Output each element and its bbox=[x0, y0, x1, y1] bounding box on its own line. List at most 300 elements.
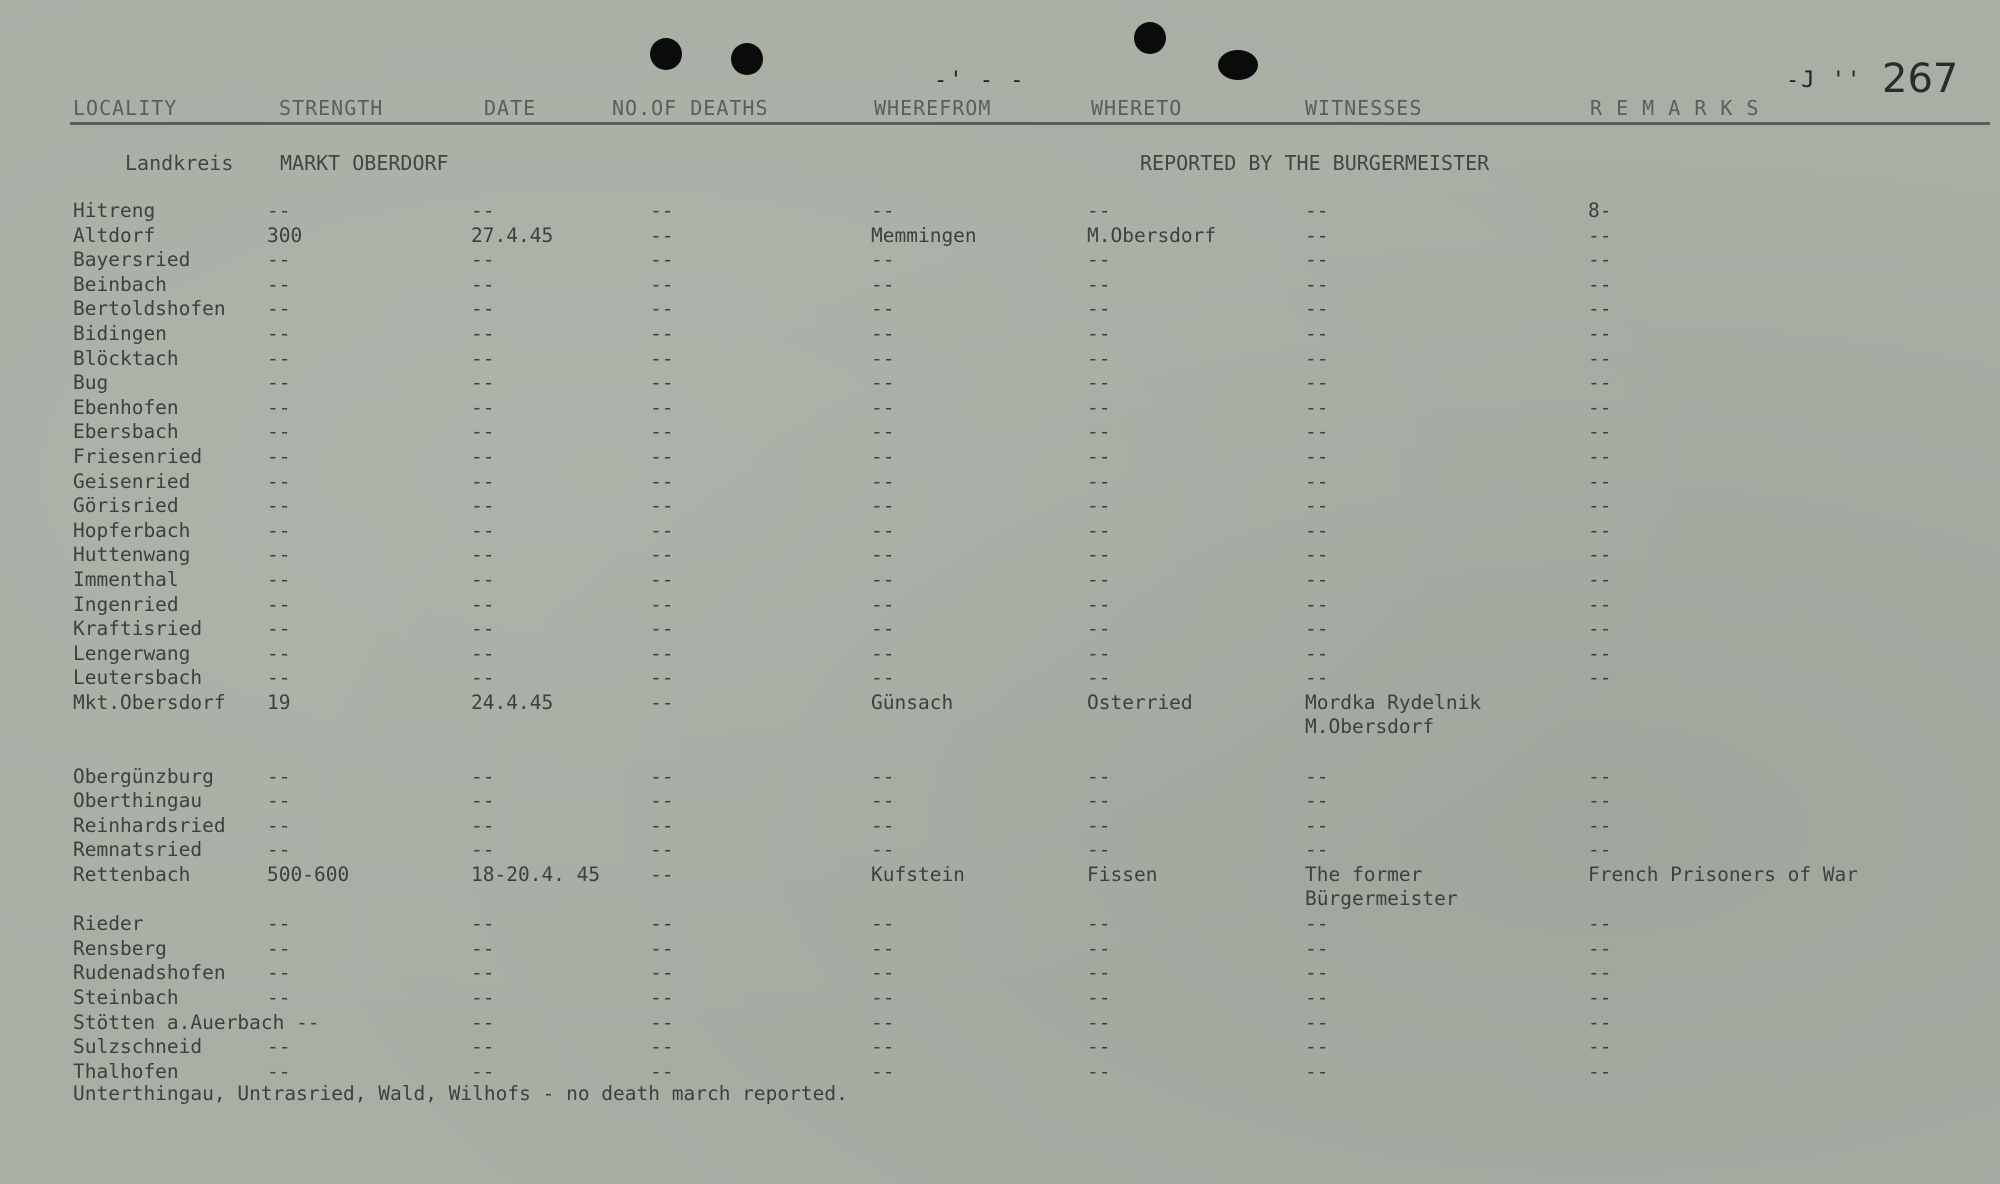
deaths-cell: -- bbox=[650, 297, 674, 321]
pen-mark-left: -J '' bbox=[1786, 68, 1863, 93]
table-row bbox=[0, 863, 2000, 912]
table-row bbox=[0, 371, 2000, 396]
strength-cell: -- bbox=[267, 961, 291, 985]
wherefrom-cell: -- bbox=[871, 494, 895, 518]
witnesses-cell: The former Bürgermeister bbox=[1305, 863, 1458, 911]
wherefrom-cell: Günsach bbox=[871, 690, 954, 714]
whereto-cell: M.Obersdorf bbox=[1087, 223, 1217, 247]
deaths-cell: -- bbox=[650, 469, 674, 493]
table-row bbox=[0, 420, 2000, 445]
date-cell: -- bbox=[471, 321, 495, 345]
wherefrom-cell: -- bbox=[871, 395, 895, 419]
locality-cell: Geisenried bbox=[73, 469, 191, 493]
wherefrom-cell: -- bbox=[871, 420, 895, 444]
locality-cell: Rieder bbox=[73, 912, 144, 936]
locality-cell: Steinbach bbox=[73, 986, 179, 1009]
wherefrom-cell: -- bbox=[871, 936, 895, 960]
table-row bbox=[0, 912, 2000, 937]
table-row bbox=[0, 1060, 2000, 1085]
strength-cell: -- bbox=[267, 321, 291, 345]
date-cell: 27.4.45 bbox=[471, 223, 554, 247]
remarks-cell: -- bbox=[1588, 543, 1612, 567]
remarks-cell: -- bbox=[1588, 297, 1612, 321]
deaths-cell: -- bbox=[650, 838, 674, 862]
header-whereto: WHERETO bbox=[1091, 96, 1183, 120]
strength-cell: -- bbox=[267, 813, 291, 837]
deaths-cell: -- bbox=[650, 567, 674, 591]
strength-cell: -- bbox=[267, 936, 291, 960]
remarks-cell: -- bbox=[1588, 1010, 1612, 1034]
remarks-cell: -- bbox=[1588, 764, 1612, 788]
remarks-cell: -- bbox=[1588, 272, 1612, 296]
witnesses-cell: Mordka Rydelnik M.Obersdorf bbox=[1305, 690, 1482, 738]
wherefrom-cell: -- bbox=[871, 592, 895, 616]
date-cell: -- bbox=[471, 494, 495, 518]
remarks-cell: -- bbox=[1588, 789, 1612, 813]
strength-cell: -- bbox=[267, 469, 291, 493]
locality-cell: Bidingen bbox=[73, 321, 167, 345]
table-row bbox=[0, 937, 2000, 962]
wherefrom-cell: -- bbox=[871, 1059, 895, 1083]
deaths-cell: -- bbox=[650, 494, 674, 518]
strength-cell: -- bbox=[267, 764, 291, 788]
table-row bbox=[0, 470, 2000, 495]
locality-cell: Beinbach bbox=[73, 272, 167, 296]
locality-cell: Kraftisried bbox=[73, 617, 203, 641]
card-number: 267 bbox=[1882, 56, 1959, 102]
remarks-cell: -- bbox=[1588, 248, 1612, 272]
witnesses-cell: -- bbox=[1305, 1010, 1329, 1034]
wherefrom-cell: Kufstein bbox=[871, 863, 965, 887]
whereto-cell: -- bbox=[1087, 518, 1111, 542]
date-cell: -- bbox=[471, 395, 495, 419]
whereto-cell: -- bbox=[1087, 592, 1111, 616]
table-row bbox=[0, 617, 2000, 642]
table-row bbox=[0, 248, 2000, 273]
deaths-cell: -- bbox=[650, 666, 674, 690]
locality-cell: Huttenwang bbox=[73, 543, 191, 567]
punch-hole-4 bbox=[1218, 50, 1258, 80]
strength-cell: -- bbox=[267, 567, 291, 591]
locality-cell: Oberthingau bbox=[73, 789, 203, 813]
table-row bbox=[0, 642, 2000, 667]
wherefrom-cell: -- bbox=[871, 912, 895, 936]
locality-cell: Altdorf bbox=[73, 223, 156, 247]
locality-cell: Rensberg bbox=[73, 936, 167, 960]
punch-hole-3 bbox=[1134, 22, 1166, 54]
table-row bbox=[0, 789, 2000, 814]
deaths-cell: -- bbox=[650, 1035, 674, 1059]
remarks-cell: -- bbox=[1588, 1035, 1612, 1059]
whereto-cell: -- bbox=[1087, 371, 1111, 395]
row-spacer bbox=[0, 740, 2000, 765]
deaths-cell: -- bbox=[650, 912, 674, 936]
deaths-cell: -- bbox=[650, 518, 674, 542]
table-row bbox=[0, 199, 2000, 224]
wherefrom-cell: -- bbox=[871, 961, 895, 985]
table-row bbox=[0, 666, 2000, 691]
remarks-cell: -- bbox=[1588, 494, 1612, 518]
witnesses-cell: -- bbox=[1305, 838, 1329, 862]
date-cell: -- bbox=[471, 199, 495, 222]
table-row bbox=[0, 814, 2000, 839]
date-cell: -- bbox=[471, 272, 495, 296]
wherefrom-cell: -- bbox=[871, 518, 895, 542]
whereto-cell: -- bbox=[1087, 936, 1111, 960]
wherefrom-cell: -- bbox=[871, 641, 895, 665]
table-row bbox=[0, 568, 2000, 593]
wherefrom-cell: -- bbox=[871, 838, 895, 862]
deaths-cell: -- bbox=[650, 1010, 674, 1034]
header-wherefrom: WHEREFROM bbox=[874, 96, 992, 120]
records-table bbox=[0, 199, 2000, 1084]
footer-note: Unterthingau, Untrasried, Wald, Wilhofs - no death march reported. bbox=[73, 1082, 848, 1105]
locality-cell: Reinhardsried bbox=[73, 813, 226, 837]
witnesses-cell: -- bbox=[1305, 518, 1329, 542]
strength-cell: -- bbox=[267, 543, 291, 567]
locality-cell: Ingenried bbox=[73, 592, 179, 616]
date-cell: -- bbox=[471, 912, 495, 936]
table-row bbox=[0, 494, 2000, 519]
deaths-cell: -- bbox=[650, 936, 674, 960]
witnesses-cell: -- bbox=[1305, 912, 1329, 936]
whereto-cell: -- bbox=[1087, 543, 1111, 567]
deaths-cell: -- bbox=[650, 863, 674, 887]
wherefrom-cell: -- bbox=[871, 346, 895, 370]
date-cell: -- bbox=[471, 838, 495, 862]
strength-cell: -- bbox=[267, 1059, 291, 1083]
witnesses-cell: -- bbox=[1305, 666, 1329, 690]
header-rule bbox=[70, 122, 1990, 125]
wherefrom-cell: -- bbox=[871, 469, 895, 493]
remarks-cell: -- bbox=[1588, 395, 1612, 419]
remarks-cell: -- bbox=[1588, 444, 1612, 468]
witnesses-cell: -- bbox=[1305, 1059, 1329, 1083]
date-cell: -- bbox=[471, 592, 495, 616]
witnesses-cell: -- bbox=[1305, 420, 1329, 444]
remarks-cell: -- bbox=[1588, 420, 1612, 444]
remarks-cell: -- bbox=[1588, 912, 1612, 936]
remarks-cell: -- bbox=[1588, 371, 1612, 395]
locality-cell: Blöcktach bbox=[73, 346, 179, 370]
strength-cell: -- bbox=[267, 617, 291, 641]
date-cell: -- bbox=[471, 986, 495, 1009]
table-row bbox=[0, 396, 2000, 421]
date-cell: 18-20.4. 45 bbox=[471, 863, 601, 887]
whereto-cell: -- bbox=[1087, 789, 1111, 813]
whereto-cell: -- bbox=[1087, 1010, 1111, 1034]
deaths-cell: -- bbox=[650, 223, 674, 247]
whereto-cell: -- bbox=[1087, 641, 1111, 665]
wherefrom-cell: -- bbox=[871, 813, 895, 837]
header-strength: STRENGTH bbox=[279, 96, 384, 120]
deaths-cell: -- bbox=[650, 272, 674, 296]
whereto-cell: -- bbox=[1087, 961, 1111, 985]
locality-cell: Bayersried bbox=[73, 248, 191, 272]
district-label: Landkreis bbox=[125, 151, 234, 175]
strength-cell: -- bbox=[267, 346, 291, 370]
wherefrom-cell: -- bbox=[871, 371, 895, 395]
witnesses-cell: -- bbox=[1305, 764, 1329, 788]
witnesses-cell: -- bbox=[1305, 321, 1329, 345]
locality-cell: Ebenhofen bbox=[73, 395, 179, 419]
whereto-cell: -- bbox=[1087, 838, 1111, 862]
table-row bbox=[0, 961, 2000, 986]
punch-hole-2 bbox=[731, 43, 763, 75]
date-cell: -- bbox=[471, 444, 495, 468]
witnesses-cell: -- bbox=[1305, 1035, 1329, 1059]
remarks-cell: -- bbox=[1588, 813, 1612, 837]
locality-cell: Immenthal bbox=[73, 567, 179, 591]
witnesses-cell: -- bbox=[1305, 543, 1329, 567]
deaths-cell: -- bbox=[650, 617, 674, 641]
table-row bbox=[0, 838, 2000, 863]
table-row bbox=[0, 1035, 2000, 1060]
date-cell: -- bbox=[471, 567, 495, 591]
date-cell: -- bbox=[471, 371, 495, 395]
strength-cell: -- bbox=[267, 494, 291, 518]
remarks-cell: -- bbox=[1588, 666, 1612, 690]
date-cell: -- bbox=[471, 1010, 495, 1034]
locality-cell: Hitreng bbox=[73, 199, 156, 222]
pen-mark-mid: -' - - bbox=[934, 68, 1026, 93]
locality-cell: Lengerwang bbox=[73, 641, 191, 665]
deaths-cell: -- bbox=[650, 420, 674, 444]
locality-cell: Rettenbach bbox=[73, 863, 191, 887]
date-cell: -- bbox=[471, 813, 495, 837]
header-date: DATE bbox=[484, 96, 537, 120]
witnesses-cell: -- bbox=[1305, 986, 1329, 1009]
date-cell: -- bbox=[471, 961, 495, 985]
deaths-cell: -- bbox=[650, 813, 674, 837]
deaths-cell: -- bbox=[650, 764, 674, 788]
date-cell: -- bbox=[471, 518, 495, 542]
wherefrom-cell: -- bbox=[871, 297, 895, 321]
locality-cell: Ebersbach bbox=[73, 420, 179, 444]
locality-cell: Friesenried bbox=[73, 444, 203, 468]
deaths-cell: -- bbox=[650, 1059, 674, 1083]
deaths-cell: -- bbox=[650, 248, 674, 272]
witnesses-cell: -- bbox=[1305, 223, 1329, 247]
date-cell: -- bbox=[471, 666, 495, 690]
wherefrom-cell: -- bbox=[871, 666, 895, 690]
strength-cell: -- bbox=[267, 1035, 291, 1059]
witnesses-cell: -- bbox=[1305, 641, 1329, 665]
date-cell: -- bbox=[471, 469, 495, 493]
deaths-cell: -- bbox=[650, 371, 674, 395]
remarks-cell: -- bbox=[1588, 986, 1612, 1009]
witnesses-cell: -- bbox=[1305, 272, 1329, 296]
strength-cell: -- bbox=[267, 444, 291, 468]
remarks-cell: -- bbox=[1588, 617, 1612, 641]
wherefrom-cell: -- bbox=[871, 986, 895, 1009]
whereto-cell: -- bbox=[1087, 199, 1111, 222]
whereto-cell: -- bbox=[1087, 986, 1111, 1009]
witnesses-cell: -- bbox=[1305, 371, 1329, 395]
deaths-cell: -- bbox=[650, 395, 674, 419]
punch-hole-1 bbox=[650, 38, 682, 70]
wherefrom-cell: -- bbox=[871, 248, 895, 272]
witnesses-cell: -- bbox=[1305, 617, 1329, 641]
witnesses-cell: -- bbox=[1305, 248, 1329, 272]
strength-cell: 19 bbox=[267, 690, 291, 714]
witnesses-cell: -- bbox=[1305, 592, 1329, 616]
strength-cell: -- bbox=[267, 986, 291, 1009]
wherefrom-cell: -- bbox=[871, 764, 895, 788]
wherefrom-cell: -- bbox=[871, 444, 895, 468]
locality-cell: Rudenadshofen bbox=[73, 961, 226, 985]
date-cell: -- bbox=[471, 641, 495, 665]
strength-cell: -- bbox=[267, 912, 291, 936]
strength-cell: -- bbox=[267, 420, 291, 444]
strength-cell: -- bbox=[267, 789, 291, 813]
whereto-cell: -- bbox=[1087, 444, 1111, 468]
remarks-cell: French Prisoners of War bbox=[1588, 863, 1859, 887]
header-deaths: NO.OF DEATHS bbox=[612, 96, 769, 120]
locality-cell: Görisried bbox=[73, 494, 179, 518]
table-row bbox=[0, 445, 2000, 470]
witnesses-cell: -- bbox=[1305, 346, 1329, 370]
strength-cell: -- bbox=[267, 395, 291, 419]
whereto-cell: -- bbox=[1087, 764, 1111, 788]
whereto-cell: -- bbox=[1087, 1059, 1111, 1083]
header-remarks: R E M A R K S bbox=[1590, 96, 1760, 120]
table-row bbox=[0, 691, 2000, 740]
remarks-cell: -- bbox=[1588, 346, 1612, 370]
date-cell: -- bbox=[471, 1035, 495, 1059]
witnesses-cell: -- bbox=[1305, 297, 1329, 321]
locality-cell: Mkt.Obersdorf bbox=[73, 690, 226, 714]
strength-cell: -- bbox=[267, 297, 291, 321]
table-row bbox=[0, 765, 2000, 790]
date-cell: -- bbox=[471, 1059, 495, 1083]
date-cell: -- bbox=[471, 346, 495, 370]
whereto-cell: -- bbox=[1087, 272, 1111, 296]
deaths-cell: -- bbox=[650, 592, 674, 616]
date-cell: -- bbox=[471, 936, 495, 960]
whereto-cell: -- bbox=[1087, 617, 1111, 641]
remarks-cell: -- bbox=[1588, 1059, 1612, 1083]
remarks-cell: -- bbox=[1588, 838, 1612, 862]
locality-cell: Bug bbox=[73, 371, 109, 395]
deaths-cell: -- bbox=[650, 321, 674, 345]
deaths-cell: -- bbox=[650, 641, 674, 665]
witnesses-cell: -- bbox=[1305, 395, 1329, 419]
table-row bbox=[0, 224, 2000, 249]
whereto-cell: -- bbox=[1087, 494, 1111, 518]
deaths-cell: -- bbox=[650, 789, 674, 813]
table-row bbox=[0, 322, 2000, 347]
whereto-cell: -- bbox=[1087, 666, 1111, 690]
witnesses-cell: -- bbox=[1305, 936, 1329, 960]
district-name: MARKT OBERDORF bbox=[280, 151, 449, 175]
locality-cell: Stötten a.Auerbach -- bbox=[73, 1010, 320, 1034]
witnesses-cell: -- bbox=[1305, 199, 1329, 222]
wherefrom-cell: -- bbox=[871, 1035, 895, 1059]
remarks-cell: -- bbox=[1588, 961, 1612, 985]
remarks-cell: -- bbox=[1588, 592, 1612, 616]
locality-cell: Bertoldshofen bbox=[73, 297, 226, 321]
strength-cell: -- bbox=[267, 371, 291, 395]
whereto-cell: Osterried bbox=[1087, 690, 1193, 714]
table-row bbox=[0, 347, 2000, 372]
whereto-cell: -- bbox=[1087, 912, 1111, 936]
whereto-cell: -- bbox=[1087, 297, 1111, 321]
wherefrom-cell: -- bbox=[871, 567, 895, 591]
witnesses-cell: -- bbox=[1305, 813, 1329, 837]
witnesses-cell: -- bbox=[1305, 444, 1329, 468]
strength-cell: -- bbox=[267, 592, 291, 616]
remarks-cell: -- bbox=[1588, 223, 1612, 247]
date-cell: -- bbox=[471, 248, 495, 272]
remarks-cell: -- bbox=[1588, 469, 1612, 493]
remarks-cell: -- bbox=[1588, 641, 1612, 665]
wherefrom-cell: -- bbox=[871, 617, 895, 641]
date-cell: -- bbox=[471, 420, 495, 444]
date-cell: -- bbox=[471, 297, 495, 321]
locality-cell: Remnatsried bbox=[73, 838, 203, 862]
whereto-cell: Fissen bbox=[1087, 863, 1158, 887]
table-row bbox=[0, 273, 2000, 298]
strength-cell: -- bbox=[267, 838, 291, 862]
deaths-cell: -- bbox=[650, 690, 674, 714]
remarks-cell: -- bbox=[1588, 321, 1612, 345]
strength-cell: 300 bbox=[267, 223, 303, 247]
date-cell: -- bbox=[471, 789, 495, 813]
remarks-cell: 8- bbox=[1588, 199, 1612, 222]
table-row bbox=[0, 986, 2000, 1011]
locality-cell: Leutersbach bbox=[73, 666, 203, 690]
table-row bbox=[0, 543, 2000, 568]
witnesses-cell: -- bbox=[1305, 469, 1329, 493]
wherefrom-cell: -- bbox=[871, 272, 895, 296]
whereto-cell: -- bbox=[1087, 346, 1111, 370]
date-cell: -- bbox=[471, 543, 495, 567]
strength-cell: -- bbox=[267, 199, 291, 222]
date-cell: 24.4.45 bbox=[471, 690, 554, 714]
whereto-cell: -- bbox=[1087, 469, 1111, 493]
wherefrom-cell: -- bbox=[871, 789, 895, 813]
wherefrom-cell: -- bbox=[871, 321, 895, 345]
locality-cell: Hopferbach bbox=[73, 518, 191, 542]
deaths-cell: -- bbox=[650, 961, 674, 985]
wherefrom-cell: -- bbox=[871, 199, 895, 222]
witnesses-cell: -- bbox=[1305, 789, 1329, 813]
date-cell: -- bbox=[471, 764, 495, 788]
wherefrom-cell: -- bbox=[871, 543, 895, 567]
deaths-cell: -- bbox=[650, 444, 674, 468]
strength-cell: -- bbox=[267, 518, 291, 542]
strength-cell: 500-600 bbox=[267, 863, 350, 887]
remarks-cell: -- bbox=[1588, 936, 1612, 960]
deaths-cell: -- bbox=[650, 543, 674, 567]
strength-cell: -- bbox=[267, 641, 291, 665]
locality-cell: Obergünzburg bbox=[73, 764, 214, 788]
date-cell: -- bbox=[471, 617, 495, 641]
reported-by: REPORTED BY THE BURGERMEISTER bbox=[1140, 151, 1490, 175]
whereto-cell: -- bbox=[1087, 395, 1111, 419]
remarks-cell: -- bbox=[1588, 518, 1612, 542]
table-row bbox=[0, 1011, 2000, 1036]
strength-cell: -- bbox=[267, 248, 291, 272]
remarks-cell: -- bbox=[1588, 567, 1612, 591]
table-row bbox=[0, 297, 2000, 322]
deaths-cell: -- bbox=[650, 986, 674, 1009]
witnesses-cell: -- bbox=[1305, 494, 1329, 518]
whereto-cell: -- bbox=[1087, 567, 1111, 591]
deaths-cell: -- bbox=[650, 199, 674, 222]
header-locality: LOCALITY bbox=[73, 96, 178, 120]
